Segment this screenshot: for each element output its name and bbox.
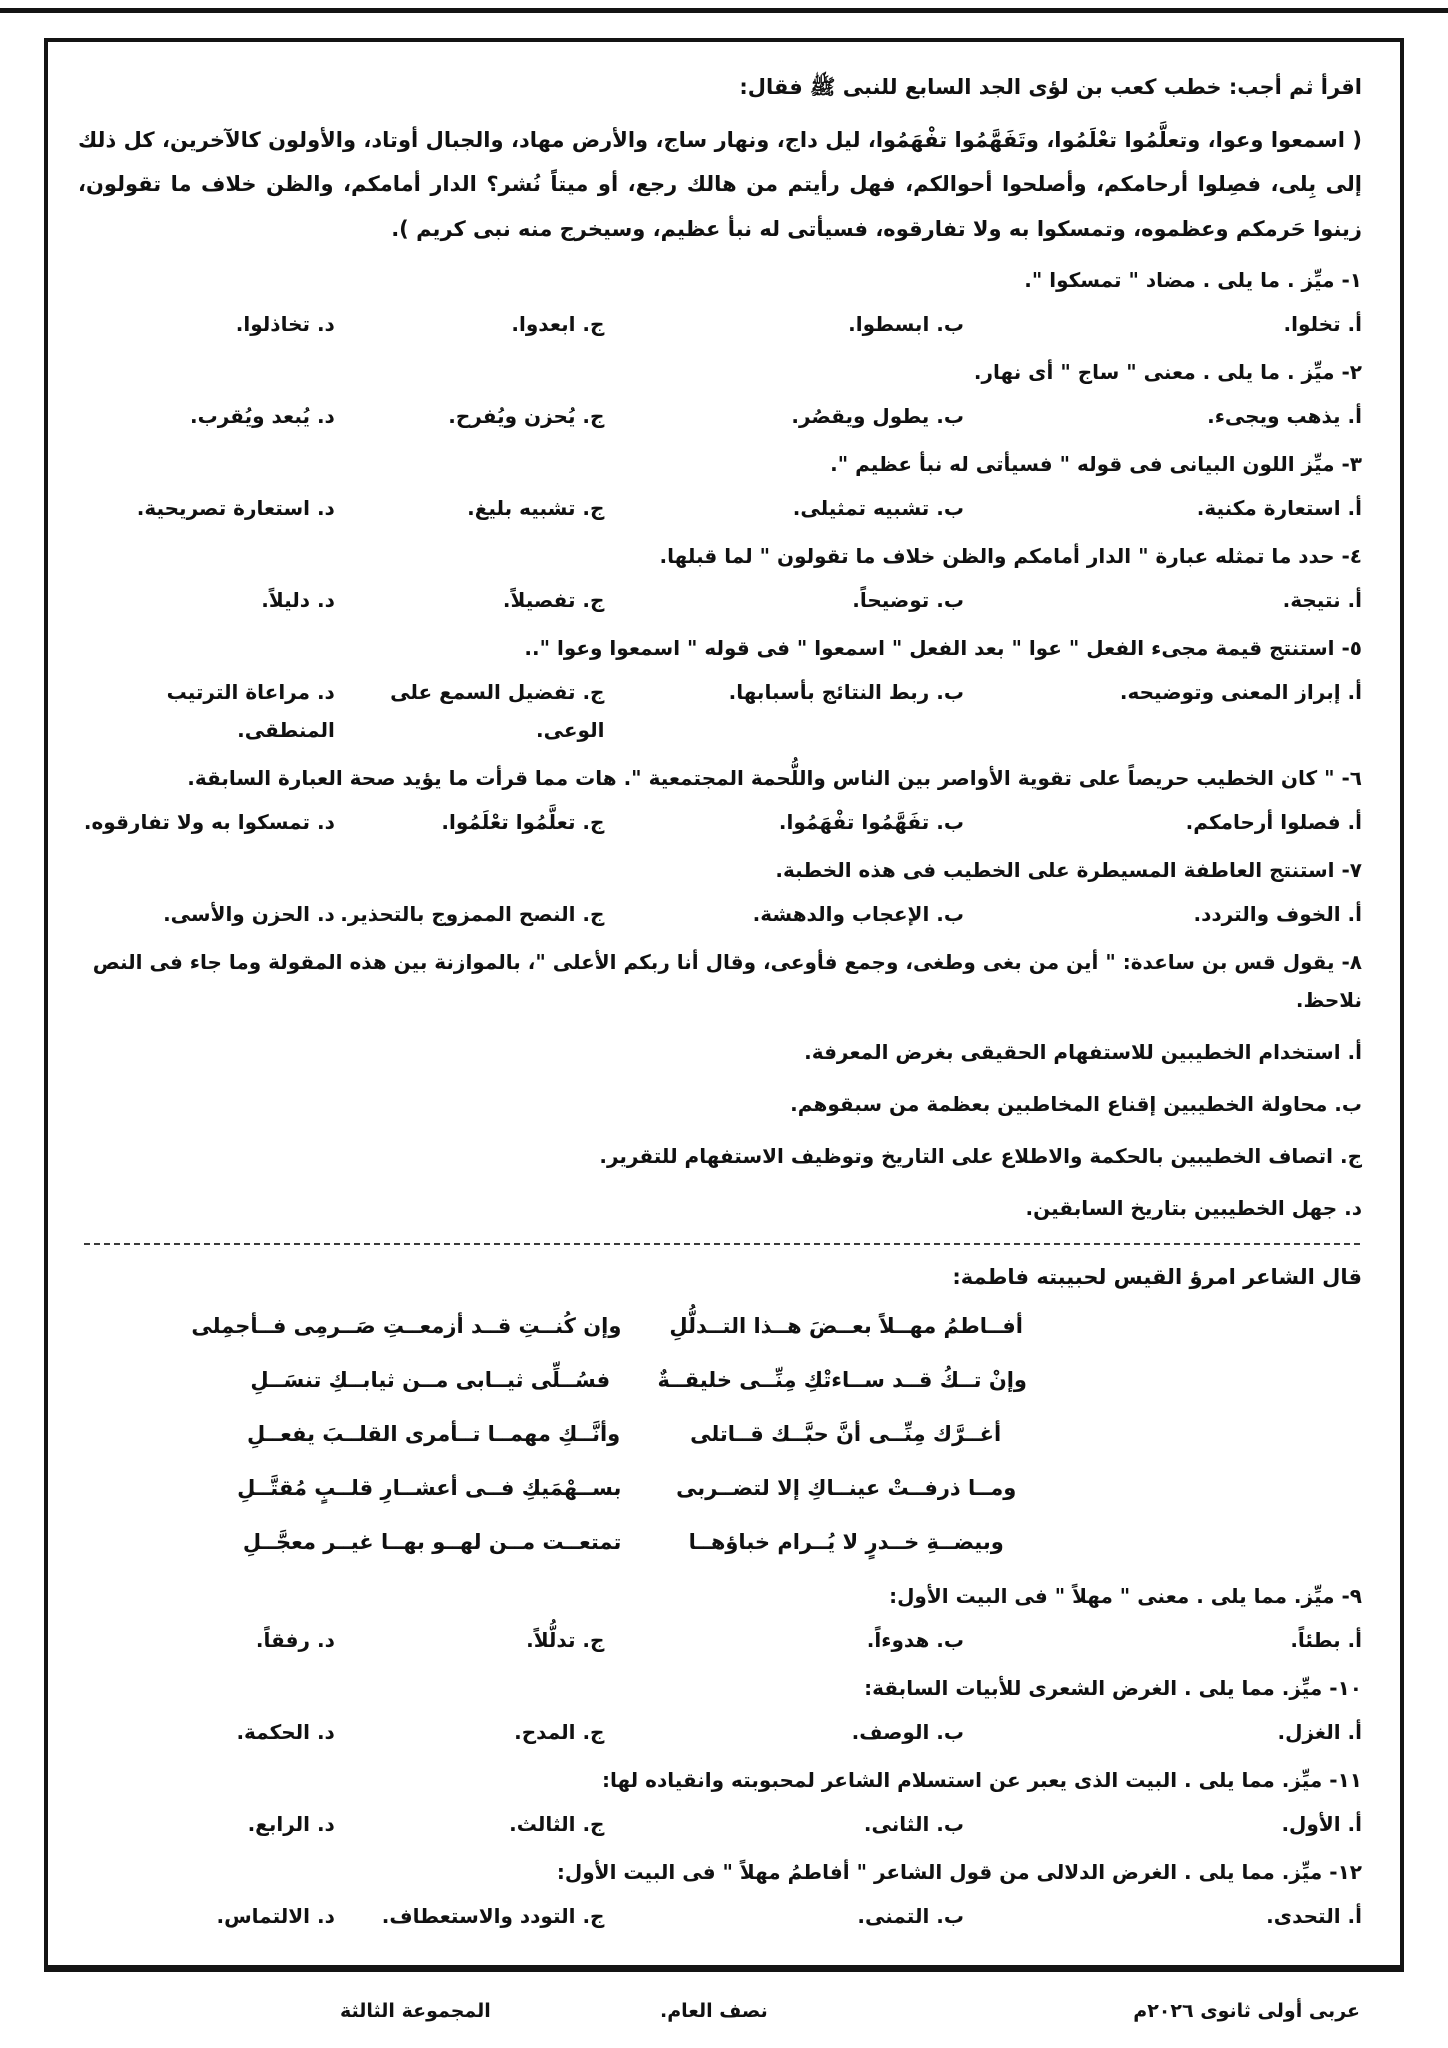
answer-option: ب. يطول ويقصُر. [791, 404, 964, 429]
answer-options [78, 1033, 1362, 1227]
answer-options [78, 895, 1362, 933]
answer-options [78, 1897, 1362, 1935]
answer-option: ب. ربط النتائج بأسبابها. [728, 680, 964, 705]
question-text: ٩- ميِّز. مما يلى . معنى " مهلاً " فى البيت الأول: [889, 1583, 1362, 1608]
answer-option: أ. التحدى. [1266, 1903, 1362, 1928]
question-text: ٨- يقول قس بن ساعدة: " أين من بغى وطغى، وجمع فأوعى، وقال أنا ربكم الأعلى "، بالموازنة بين هذه المقولة وما جاء فى النص نلاحظ. [92, 950, 1362, 1013]
question-text: ١١- ميِّز. مما يلى . البيت الذى يعبر عن استسلام الشاعر لمحبوبته وانقياده لها: [601, 1767, 1362, 1792]
answer-option: ب. الإعجاب والدهشة. [752, 902, 964, 927]
answer-option: ب. التمنى. [857, 1903, 964, 1928]
verse-first-hemistich: أفــاطمُ مهــلاً بعــضَ هــذا التــدلُّلِ [669, 1314, 1023, 1339]
answer-options [78, 397, 1362, 435]
answer-option: ج. تعلَّمُوا تعْلَمُوا. [441, 810, 605, 835]
answer-option: د. الالتماس. [216, 1903, 335, 1928]
footer-exam-label: عربى أولى ثانوى ٢٠٢٦م [1133, 2000, 1360, 2022]
answer-option: أ. الأول. [1281, 1811, 1362, 1836]
verse-second-hemistich: وأنَّــكِ مهمــا تــأمرى القلــبَ يفعــلِ [247, 1422, 621, 1447]
answer-option: أ. إبراز المعنى وتوضيحه. [1119, 680, 1362, 705]
question-text: ١٠- ميِّز. مما يلى . الغرض الشعرى للأبيات السابقة: [864, 1675, 1362, 1700]
answer-option: د. مراعاة الترتيب المنطقى. [166, 680, 335, 743]
answer-option: ج. النصح الممزوج بالتحذير. [340, 902, 605, 927]
verse-first-hemistich: وإنْ تــكُ قــد ســاءتْكِ مِنِّــى خليقــةٌ [657, 1368, 1027, 1393]
reading-passage: ( اسمعوا وعوا، وتعلَّمُوا تعْلَمُوا، وتَفَهَّمُوا تفْهَمُوا، ليل داج، ونهار ساج، والأرض مهاد، والجبال أوتاد، والأولون كالآخرين، كل ذلك إلى بِلى، فصِلوا أرحامكم، وأصلحوا أحوالكم، فهل رأيتم من هالك رجع، أو ميتاً نُشر؟ الدار أمامكم، والظن خلاف ما تقولون، زينوا حَرمكم وعظموه، وتمسكوا به ولا تفارقوه، فسيأتى له نبأ عظيم، وسيخرج منه نبى كريم ). [78, 127, 1362, 241]
question-text: ١٢- ميِّز. مما يلى . الغرض الدلالى من قول الشاعر " أفاطمُ مهلاً " فى البيت الأول: [556, 1859, 1362, 1884]
question-10 [78, 1669, 1362, 1751]
question-6 [78, 759, 1362, 841]
question-4 [78, 537, 1362, 619]
poem-verse-3 [247, 1415, 1027, 1455]
question-text: ٥- استنتج قيمة مجىء الفعل " عوا " بعد الفعل " اسمعوا " فى قوله " اسمعوا وعوا ".. [524, 636, 1362, 661]
answer-option: أ. يذهب ويجىء. [1207, 404, 1362, 429]
question-8 [78, 943, 1362, 1227]
answer-option: ب. الوصف. [851, 1719, 964, 1744]
question-1 [78, 261, 1362, 343]
answer-option: ج. ابعدوا. [511, 312, 605, 337]
question-2 [78, 353, 1362, 435]
answer-option: ج. اتصاف الخطيبين بالحكمة والاطلاع على التاريخ وتوظيف الاستفهام للتقرير. [599, 1144, 1362, 1169]
verse-first-hemistich: أغــرَّك مِنِّــى أنَّ حبَّــك قــاتلى [690, 1422, 1002, 1447]
verse-second-hemistich: فسُــلِّى ثيــابى مــن ثيابــكِ تنسَــلِ [250, 1368, 611, 1393]
poem-verse-5 [242, 1523, 1027, 1563]
answer-option: ب. تفَهَّمُوا تفْهَمُوا. [778, 810, 964, 835]
answer-options [78, 1713, 1362, 1751]
answer-option: د. الرابع. [247, 1811, 335, 1836]
answer-option: أ. استعارة مكنية. [1196, 496, 1362, 521]
answer-option: د. استعارة تصريحية. [136, 496, 335, 521]
question-3 [78, 445, 1362, 527]
answer-option: ب. هدوءاً. [866, 1627, 964, 1652]
question-text: ٣- ميِّز اللون البيانى فى قوله " فسيأتى له نبأ عظيم ". [830, 452, 1362, 477]
question-11 [78, 1761, 1362, 1843]
question-5 [78, 629, 1362, 749]
poem-verse-2 [247, 1361, 1027, 1401]
question-12 [78, 1853, 1362, 1935]
answer-option: أ. الخوف والتردد. [1193, 902, 1362, 927]
answer-option: أ. استخدام الخطيبين للاستفهام الحقيقى بغرض المعرفة. [804, 1040, 1362, 1065]
footer-term-label: نصف العام. [660, 2000, 768, 2022]
answer-option: ب. محاولة الخطيبين إقناع المخاطبين بعظمة من سبقوهم. [790, 1092, 1362, 1117]
questions-part1 [78, 261, 1362, 1227]
answer-option: أ. فصلوا أرحامكم. [1185, 810, 1362, 835]
top-edge-rule [0, 8, 1448, 13]
answer-option: أ. الغزل. [1277, 1719, 1362, 1744]
answer-option: د. يُبعد ويُقرب. [190, 404, 335, 429]
answer-option: د. تمسكوا به ولا تفارقوه. [83, 810, 335, 835]
answer-options [78, 1621, 1362, 1659]
answer-option: د. تخاذلوا. [235, 312, 335, 337]
answer-options [78, 305, 1362, 343]
answer-option: ب. ابسطوا. [848, 312, 964, 337]
poem-intro: قال الشاعر امرؤ القيس لحبيبته فاطمة: [952, 1265, 1362, 1290]
answer-option: د. دليلاً. [261, 588, 335, 613]
answer-options [78, 1805, 1362, 1843]
answer-option: ج. تفضيل السمع على الوعى. [390, 680, 605, 743]
footer-group-label: المجموعة الثالثة [340, 2000, 491, 2022]
answer-option: ج. تفصيلاً. [502, 588, 605, 613]
question-9 [78, 1577, 1362, 1659]
poem-verses [191, 1307, 1027, 1562]
verse-first-hemistich: ومــا ذرفــتْ عينــاكِ إلا لتضــربى [676, 1475, 1017, 1500]
answer-option: ب. تشبيه تمثيلى. [792, 496, 964, 521]
answer-option: ج. تدلُّلاً. [526, 1627, 605, 1652]
verse-second-hemistich: وإن كُنــتِ قــد أزمعــتِ صَــرمِى فــأجمِلى [191, 1314, 622, 1339]
question-text: ٤- حدد ما تمثله عبارة " الدار أمامكم والظن خلاف ما تقولون " لما قبلها. [659, 544, 1362, 569]
question-text: ١- ميِّز . ما يلى . مضاد " تمسكوا ". [1024, 268, 1362, 293]
verse-second-hemistich: بســهْمَيكِ فــى أعشــارِ قلــبٍ مُقتَّــلِ [237, 1475, 622, 1500]
answer-option: أ. تخلوا. [1283, 312, 1362, 337]
question-text: ٧- استنتج العاطفة المسيطرة على الخطيب فى هذه الخطبة. [775, 858, 1362, 883]
page-border-frame [44, 38, 1404, 1972]
answer-option: ب. توضيحاً. [852, 588, 964, 613]
answer-option: أ. بطئاً. [1290, 1627, 1362, 1652]
question-text: ٢- ميِّز . ما يلى . معنى " ساج " أى نهار. [973, 360, 1362, 385]
verse-first-hemistich: وبيضــةِ خــدرٍ لا يُــرام خباؤهــا [688, 1529, 1004, 1554]
answer-option: د. رفقاً. [255, 1627, 335, 1652]
answer-options [78, 581, 1362, 619]
answer-options [78, 803, 1362, 841]
answer-option: ب. الثانى. [863, 1811, 964, 1836]
answer-options [78, 489, 1362, 527]
section-divider [80, 1243, 1360, 1245]
page-footer [0, 2000, 1448, 2032]
answer-option: أ. نتيجة. [1282, 588, 1362, 613]
poem-verse-4 [237, 1469, 1027, 1509]
reading-instruction: اقرأ ثم أجب: خطب كعب بن لؤى الجد السابع للنبى ﷺ فقال: [739, 75, 1362, 99]
answer-options [78, 673, 1362, 749]
questions-part2 [78, 1577, 1362, 1935]
answer-option: د. جهل الخطيبين بتاريخ السابقين. [1025, 1196, 1362, 1221]
answer-option: ج. تشبيه بليغ. [467, 496, 605, 521]
answer-option: ج. يُحزن ويُفرح. [448, 404, 605, 429]
answer-option: د. الحكمة. [236, 1719, 335, 1744]
answer-option: ج. التودد والاستعطاف. [381, 1903, 605, 1928]
answer-option: ج. المدح. [514, 1719, 605, 1744]
answer-option: د. الحزن والأسى. [163, 902, 335, 927]
question-7 [78, 851, 1362, 933]
verse-second-hemistich: تمتعــت مــن لهــو بهــا غيــر معجَّــلِ [242, 1529, 622, 1554]
answer-option: ج. الثالث. [509, 1811, 605, 1836]
poem-verse-1 [191, 1307, 1027, 1347]
question-text: ٦- " كان الخطيب حريصاً على تقوية الأواصر بين الناس واللُّحمة المجتمعية ". هات مما قرأت ما يؤيد صحة العبارة السابقة. [187, 766, 1362, 791]
